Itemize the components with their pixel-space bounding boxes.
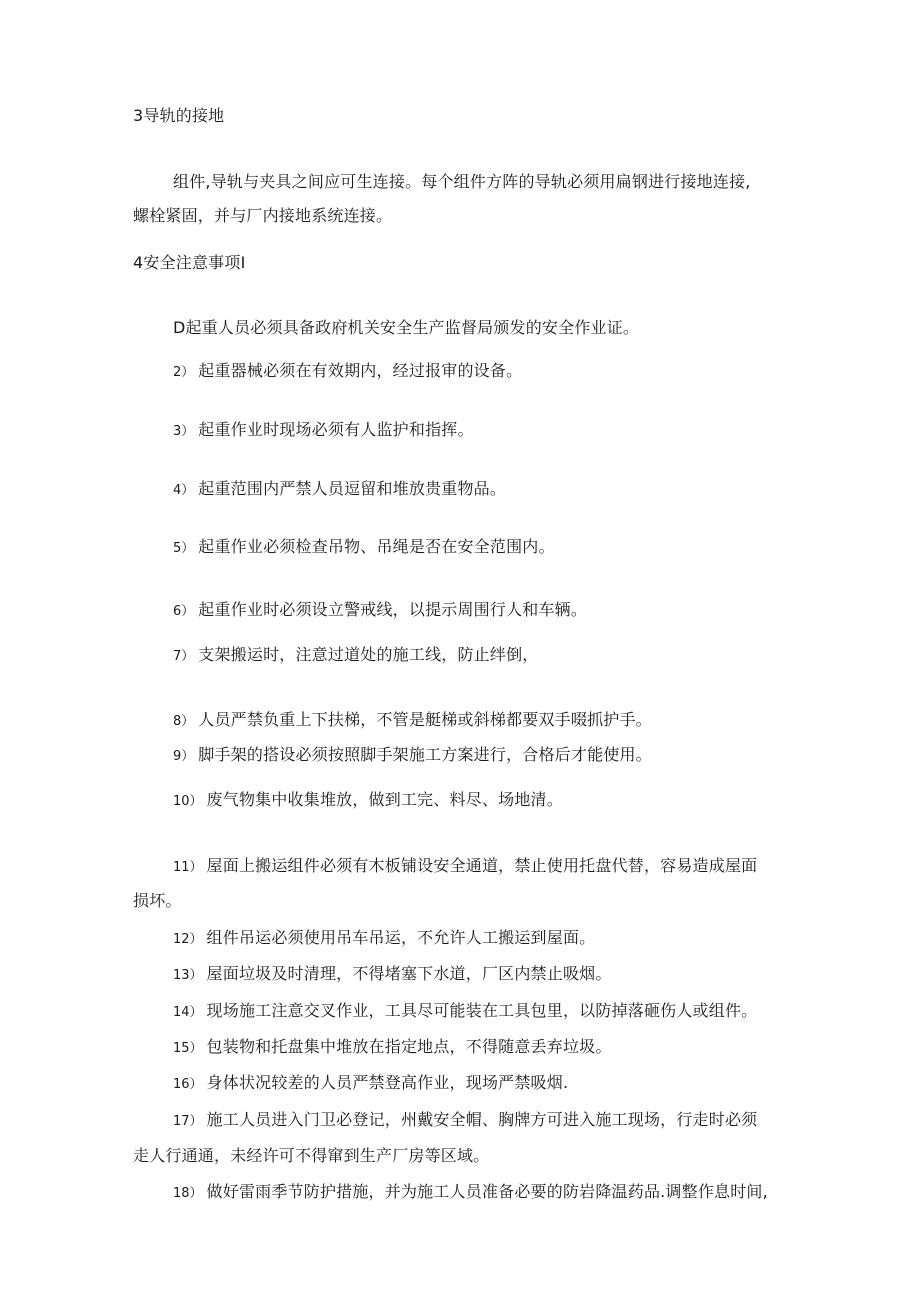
section-3-paragraph-line-2: 螺栓紧固，并与厂内接地系统连接。 — [133, 206, 393, 225]
list-item-continuation: 走人行通通，未经许可不得窜到生产厂房等区域。 — [133, 1146, 490, 1165]
list-item-number: 13） — [173, 968, 203, 983]
list-item-text: 组件吊运必须使用吊车吊运，不允许人工搬运到屋面。 — [206, 928, 596, 947]
list-item — [173, 1110, 757, 1132]
list-item — [173, 928, 595, 950]
list-item-number: 9） — [173, 749, 195, 764]
list-item-number: 16） — [173, 1077, 203, 1092]
list-item — [173, 790, 563, 812]
section-4-heading: 4安全注意事项I — [133, 253, 246, 272]
list-item — [173, 964, 612, 986]
list-item-number: 14） — [173, 1005, 203, 1020]
list-item-number: 18） — [173, 1186, 203, 1201]
list-item-number: 17） — [173, 1114, 203, 1129]
section-3-heading: 3导轨的接地 — [133, 106, 225, 125]
list-item — [173, 1001, 757, 1023]
list-item-text: 人员严禁负重上下扶梯，不管是艇梯或斜梯都要双手啜抓护手。 — [198, 710, 652, 729]
list-item-number: 15） — [173, 1041, 203, 1056]
list-item-text: 起重器械必须在有效期内，经过报审的设备。 — [198, 361, 523, 380]
list-item — [173, 361, 522, 383]
list-item — [173, 420, 474, 442]
list-item-text: 起重作业时现场必须有人监护和指挥。 — [198, 420, 474, 439]
list-item — [173, 318, 639, 338]
list-item-number: 11） — [173, 860, 203, 875]
list-item-text: 废气物集中收集堆放，做到工完、料尽、场地清。 — [206, 790, 563, 809]
list-item-number: 6） — [173, 604, 195, 619]
list-item-number: 10） — [173, 794, 203, 809]
list-item-number: 8） — [173, 714, 195, 729]
list-item — [173, 1073, 568, 1095]
list-item-text: 起重作业必须检查吊物、吊绳是否在安全范围内。 — [198, 537, 555, 556]
list-item — [173, 710, 652, 732]
section-3-paragraph-line-1: 组件,导轨与夹具之间应可生连接。每个组件方阵的导轨必须用扁钢进行接地连接, — [173, 172, 751, 191]
list-item — [173, 537, 555, 559]
list-item-text: 身体状况较差的人员严禁登高作业，现场严禁吸烟. — [206, 1073, 569, 1092]
list-item-number: 3） — [173, 424, 195, 439]
list-item-number: 2） — [173, 365, 195, 380]
list-item-text: 现场施工注意交叉作业，工具尽可能装在工具包里，以防掉落砸伤人或组件。 — [206, 1001, 758, 1020]
list-item-text: 屋面垃圾及时清理，不得堵塞下水道，厂区内禁止吸烟。 — [206, 964, 612, 983]
list-item — [173, 1037, 612, 1059]
list-item — [173, 600, 587, 622]
list-item-text: 施工人员进入门卫必登记，州戴安全帽、胸牌方可进入施工现场，行走时必须 — [206, 1110, 758, 1129]
list-item-text: 做好雷雨季节防护措施，并为施工人员准备必要的防岩降温药品.调整作息时间, — [206, 1182, 768, 1201]
list-item-text: D起重人员必须具备政府机关安全生产监督局颁发的安全作业证。 — [173, 318, 640, 337]
list-item-text: 包装物和托盘集中堆放在指定地点，不得随意丢弃垃圾。 — [206, 1037, 612, 1056]
list-item-text: 起重作业时必须设立警戒线，以提示周围行人和车辆。 — [198, 600, 588, 619]
list-item — [173, 745, 652, 767]
list-item-text: 屋面上搬运组件必须有木板铺设安全通道，禁止使用托盘代替，容易造成屋面 — [206, 856, 758, 875]
list-item — [173, 645, 538, 667]
list-item-number: 7） — [173, 649, 195, 664]
list-item-number: 4） — [173, 483, 195, 498]
list-item-text: 支架搬运时，注意过道处的施工线，防止绊倒， — [198, 645, 539, 664]
list-item-text: 起重范围内严禁人员逗留和堆放贵重物品。 — [198, 479, 507, 498]
list-item — [173, 479, 506, 501]
list-item-text: 脚手架的搭设必须按照脚手架施工方案进行，合格后才能使用。 — [198, 745, 652, 764]
list-item — [173, 856, 757, 878]
list-item-number: 12） — [173, 932, 203, 947]
list-item-number: 5） — [173, 541, 195, 556]
list-item — [173, 1182, 768, 1204]
list-item-continuation: 损坏。 — [133, 891, 182, 910]
